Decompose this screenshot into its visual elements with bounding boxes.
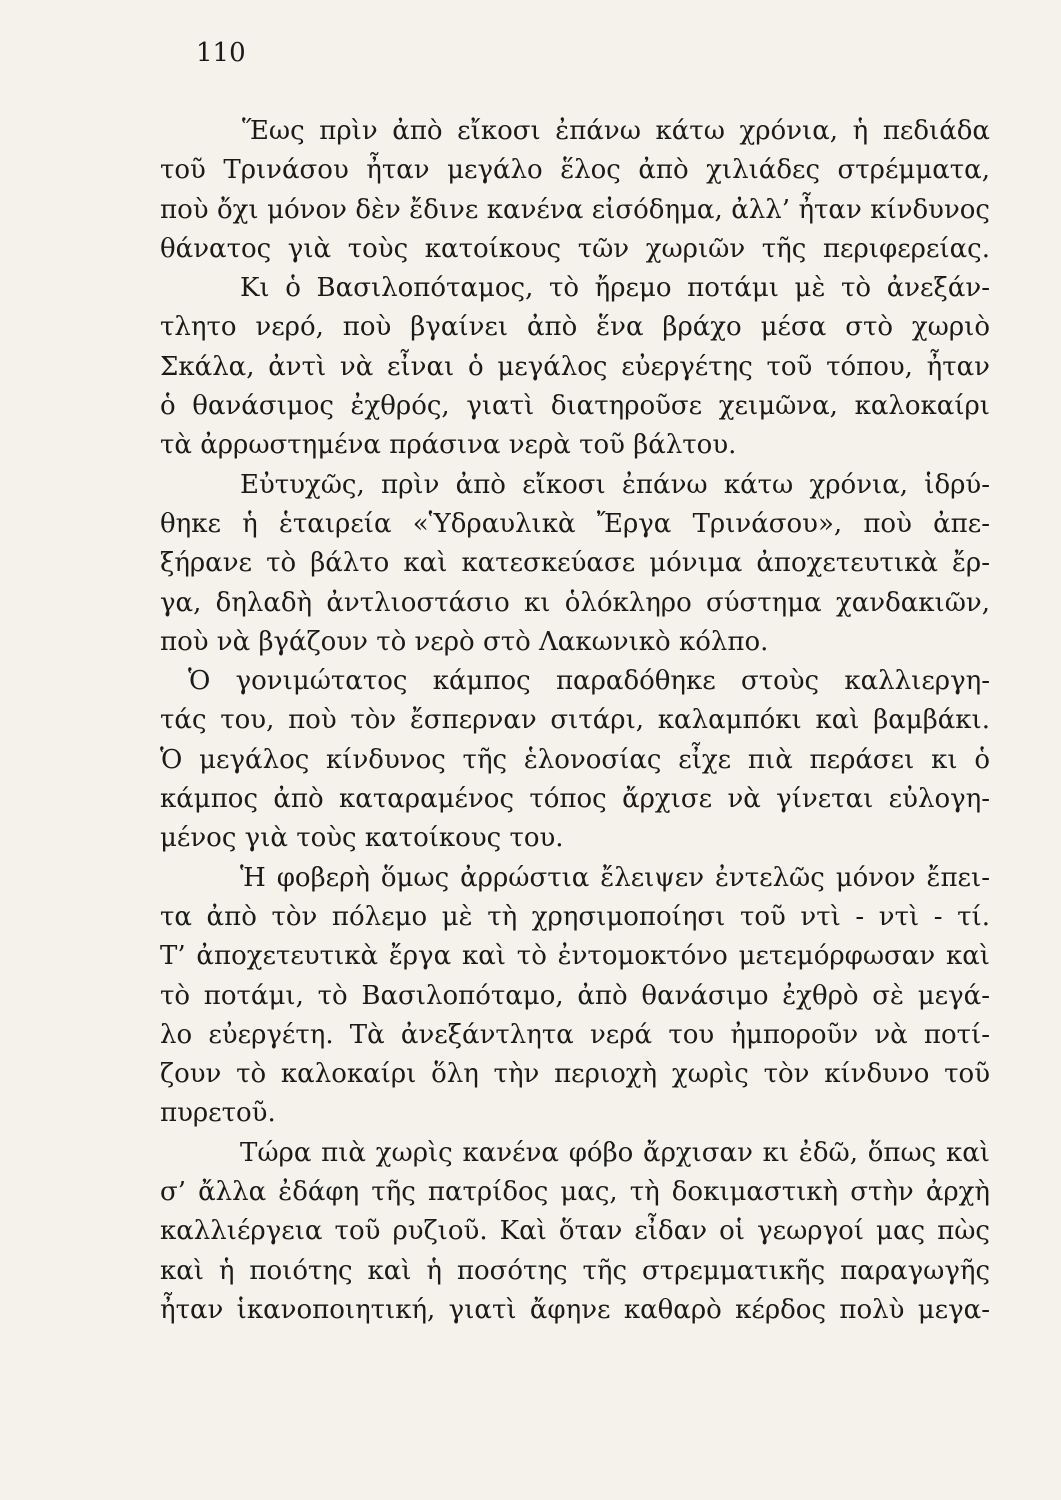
text-line: ἦταν ἱκανοποιητική, γιατὶ ἄφηνε καθαρὸ κέρδος πολὺ μεγα- [160, 1294, 990, 1325]
text-line: τοῦ Τρινάσου ἦταν μεγάλο ἕλος ἀπὸ χιλιάδες στρέμματα, [160, 155, 990, 186]
text-line: τάς του, ποὺ τὸν ἔσπερναν σιτάρι, καλαμπόκι καὶ βαμβάκι. [160, 705, 990, 736]
text-line: Ἡ φοβερὴ ὅμως ἀρρώστια ἔλειψεν ἐντελῶς μόνον ἔπει- [240, 862, 990, 893]
text-line: σ’ ἄλλα ἐδάφη τῆς πατρίδος μας, τὴ δοκιμαστικὴ στὴν ἀρχὴ [160, 1177, 990, 1208]
text-line: Τώρα πιὰ χωρὶς κανένα φόβο ἄρχισαν κι ἐδῶ, ὅπως καὶ [240, 1137, 990, 1168]
text-line: Τ’ ἀποχετευτικὰ ἔργα καὶ τὸ ἐντομοκτόνο μετεμόρφωσαν καὶ [160, 941, 990, 972]
text-line: ποὺ νὰ βγάζουν τὸ νερὸ στὸ Λακωνικὸ κόλπο. [160, 626, 769, 657]
text-line: Εὐτυχῶς, πρὶν ἀπὸ εἴκοσι ἐπάνω κάτω χρόνια, ἱδρύ- [240, 469, 990, 500]
text-line: Κι ὁ Βασιλοπόταμος, τὸ ἤρεμο ποτάμι μὲ τὸ ἀνεξάν- [240, 273, 990, 304]
text-line: μένος γιὰ τοὺς κατοίκους του. [160, 823, 564, 854]
text-line: Ἕως πρὶν ἀπὸ εἴκοσι ἐπάνω κάτω χρόνια, ἡ πεδιάδα [242, 116, 990, 146]
text-line: ποὺ ὄχι μόνον δὲν ἔδινε κανένα εἰσόδημα, ἀλλ’ ἦταν κίνδυνος [160, 194, 990, 225]
text-line: Σκάλα, ἀντὶ νὰ εἶναι ὁ μεγάλος εὐεργέτης τοῦ τόπου, ἦταν [160, 351, 990, 382]
page-number: 110 [196, 38, 246, 68]
text-line: γα, δηλαδὴ ἀντλιοστάσιο κι ὁλόκληρο σύστημα χανδακιῶν, [160, 587, 990, 618]
text-line: τὸ ποτάμι, τὸ Βασιλοπόταμο, ἀπὸ θανάσιμο ἐχθρὸ σὲ μεγά- [160, 980, 990, 1011]
text-line: κάμπος ἀπὸ καταραμένος τόπος ἄρχισε νὰ γίνεται εὐλογη- [160, 784, 990, 815]
text-line: Ὁ μεγάλος κίνδυνος τῆς ἑλονοσίας εἶχε πιὰ περάσει κι ὁ [160, 744, 990, 775]
text-line: τα ἀπὸ τὸν πόλεμο μὲ τὴ χρησιμοποίησι τοῦ ντὶ - ντὶ - τί. [160, 901, 990, 932]
text-line: Ὁ γονιμώτατος κάμπος παραδόθηκε στοὺς καλλιεργη- [188, 666, 990, 697]
text-line: θηκε ἡ ἑταιρεία «Ὑδραυλικὰ Ἔργα Τρινάσου», ποὺ ἀπε- [160, 508, 990, 539]
text-line: καλλιέργεια τοῦ ρυζιοῦ. Καὶ ὅταν εἶδαν οἱ γεωργοί μας πὼς [160, 1216, 990, 1247]
text-line: θάνατος γιὰ τοὺς κατοίκους τῶν χωριῶν τῆς περιφερείας. [160, 233, 990, 264]
text-line: καὶ ἡ ποιότης καὶ ἡ ποσότης τῆς στρεμματικῆς παραγωγῆς [160, 1255, 990, 1286]
body-text [160, 112, 990, 1330]
text-line: τλητο νερό, ποὺ βγαίνει ἀπὸ ἕνα βράχο μέσα στὸ χωριὸ [160, 312, 990, 343]
text-line: ὁ θανάσιμος ἐχθρός, γιατὶ διατηροῦσε χειμῶνα, καλοκαίρι [160, 391, 990, 422]
text-line: τὰ ἀρρωστημένα πράσινα νερὰ τοῦ βάλτου. [160, 430, 737, 461]
text-line: πυρετοῦ. [160, 1098, 276, 1129]
text-line: ζουν τὸ καλοκαίρι ὅλη τὴν περιοχὴ χωρὶς τὸν κίνδυνο τοῦ [160, 1059, 990, 1090]
text-line: λο εὐεργέτη. Τὰ ἀνεξάντλητα νερά του ἠμποροῦν νὰ ποτί- [160, 1019, 990, 1050]
text-line: ξήρανε τὸ βάλτο καὶ κατεσκεύασε μόνιμα ἀποχετευτικὰ ἔρ- [160, 548, 990, 579]
